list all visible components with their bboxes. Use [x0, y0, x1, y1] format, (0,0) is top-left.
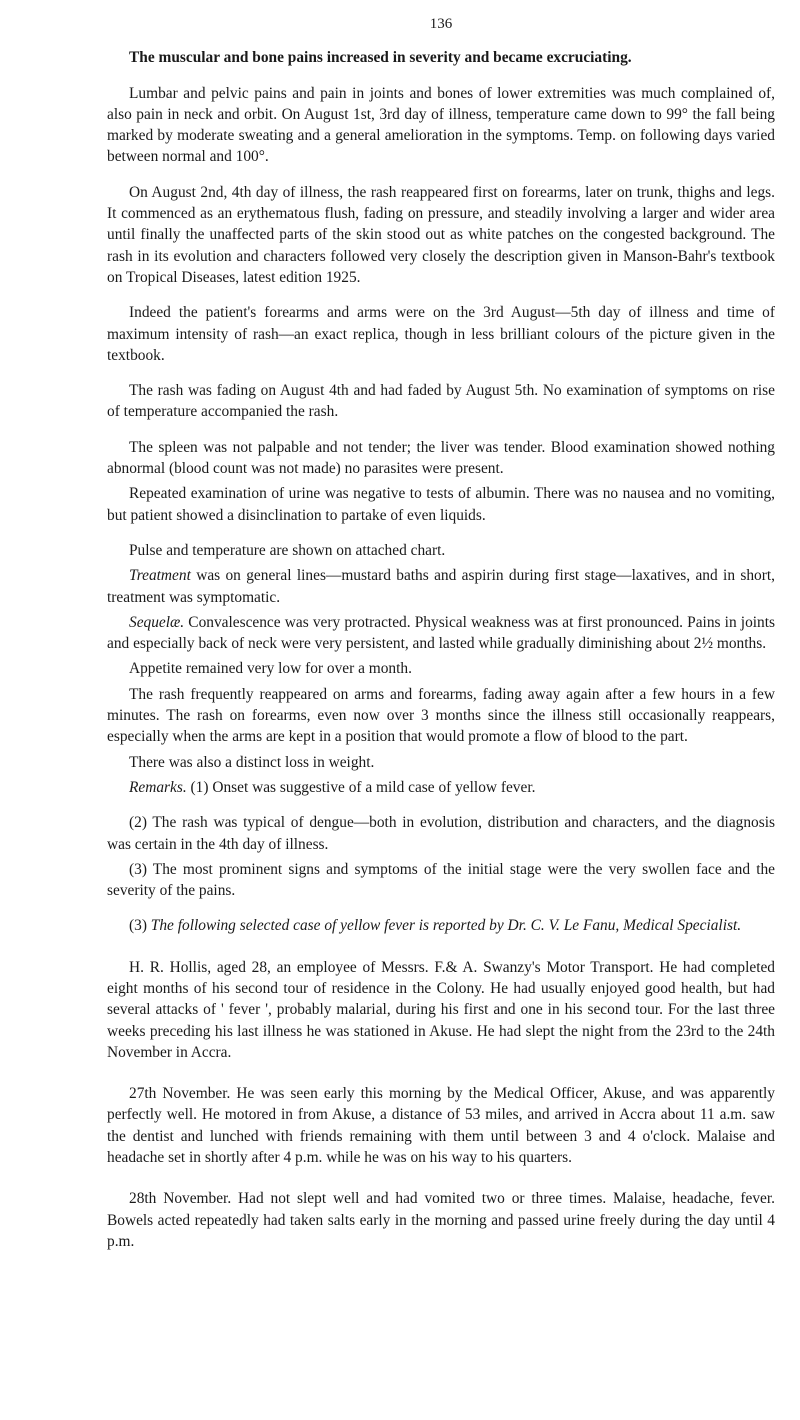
case-heading-text: The following selected case of yellow fever is reported by Dr. C. V. Le Fanu, Medical Specialist.	[150, 917, 742, 935]
paragraph-lumbar-pains: Lumbar and pelvic pains and pain in joints and bones of lower extremities was much complained of, also pain in neck and orbit. On August 1st, 3rd day of illness, temperature came down to 99° the fall being marked by moderate sweating and a general amelioration in the symptoms. Temp. on following days varied between normal and 100°.	[107, 84, 775, 166]
paragraph-spleen: The spleen was not palpable and not tender; the liver was tender. Blood examination showed nothing abnormal (blood count was not made) no parasites were present.	[107, 438, 775, 478]
paragraph-28th-november: 28th November. Had not slept well and had vomited two or three times. Malaise, headache, fever. Bowels acted repeatedly had taken salts early in the morning and passed urine freely during the day until 4 p.m.	[107, 1190, 775, 1250]
case-heading-number: (3)	[129, 917, 151, 935]
paragraph-urine: Repeated examination of urine was negative to tests of albumin. There was no nausea and no vomiting, but patient showed a disinclination to partake of even liquids.	[107, 485, 775, 524]
paragraph-treatment	[107, 565, 775, 608]
treatment-heading: Treatment	[129, 567, 191, 585]
paragraph-pulse-chart: Pulse and temperature are shown on attached chart.	[129, 541, 446, 559]
paragraph-remarks	[107, 777, 775, 798]
remarks-heading: Remarks.	[129, 778, 187, 796]
sequelae-heading: Sequelæ.	[129, 613, 185, 631]
paragraph-pains-intro: The muscular and bone pains increased in severity and became excruciating.	[129, 49, 632, 67]
paragraph-remark-2: (2) The rash was typical of dengue—both in evolution, distribution and characters, and the diagnosis was certain in the 4th day of illness.	[107, 814, 775, 853]
paragraph-yellow-fever-case-heading	[107, 915, 775, 936]
remarks-text: (1) Onset was suggestive of a mild case of yellow fever.	[186, 778, 536, 796]
paragraph-forearms-replica: Indeed the patient's forearms and arms were on the 3rd August—5th day of illness and time of maximum intensity of rash—an exact replica, though in less brilliant colours of the picture given in the textbook.	[107, 304, 775, 364]
page-number: 136	[429, 16, 453, 32]
paragraph-patient-history: H. R. Hollis, aged 28, an employee of Messrs. F.& A. Swanzy's Motor Transport. He had completed eight months of his second tour of residence in the Colony. He had usually enjoyed good health, but had several attacks of ' fever ', probably malarial, during his first and one in his second tour. For the last three weeks preceding his last illness he was stationed in Akuse. He had slept the night from the 23rd to the 24th November in Accra.	[107, 958, 775, 1061]
paragraph-rash-reappeared: On August 2nd, 4th day of illness, the rash reappeared first on forearms, later on trunk, thighs and legs. It commenced as an erythematous flush, fading on pressure, and steadily involving a larger and wider area until finally the unaffected parts of the skin stood out as white patches on the congested background. The rash in its evolution and characters followed very closely the description given in Manson-Bahr's textbook on Tropical Diseases, latest edition 1925.	[107, 183, 775, 286]
paragraph-sequelae	[107, 612, 775, 655]
paragraph-27th-november: 27th November. He was seen early this morning by the Medical Officer, Akuse, and was apparently perfectly well. He motored in from Akuse, a distance of 53 miles, and arrived in Accra about 11 a.m. saw the dentist and lunched with friends remaining with them until between 3 and 4 o'clock. Malaise and headache set in shortly after 4 p.m. while he was on his way to his quarters.	[107, 1085, 775, 1167]
paragraph-appetite: Appetite remained very low for over a month.	[129, 660, 412, 678]
treatment-text: was on general lines—mustard baths and aspirin during first stage—laxatives, and in short, treatment was symptomatic.	[107, 567, 775, 606]
paragraph-remark-3: (3) The most prominent signs and symptoms of the initial stage were the very swollen face and the severity of the pains.	[107, 860, 775, 900]
paragraph-rash-fading: The rash was fading on August 4th and had faded by August 5th. No examination of symptoms on rise of temperature accompanied the rash.	[107, 382, 775, 421]
paragraph-rash-recurrence: The rash frequently reappeared on arms and forearms, fading away again after a few hours in a few minutes. The rash on forearms, even now over 3 months since the illness still occasionally reappears, especially when the arms are kept in a position that would promote a flow of blood to the part.	[107, 685, 775, 746]
paragraph-weight-loss: There was also a distinct loss in weight.	[129, 753, 375, 771]
document-page	[107, 14, 775, 1266]
sequelae-text: Convalescence was very protracted. Physical weakness was at first pronounced. Pains in joints and especially back of neck were very persistent, and lasted while gradually diminishing about 2½ months.	[107, 613, 775, 653]
